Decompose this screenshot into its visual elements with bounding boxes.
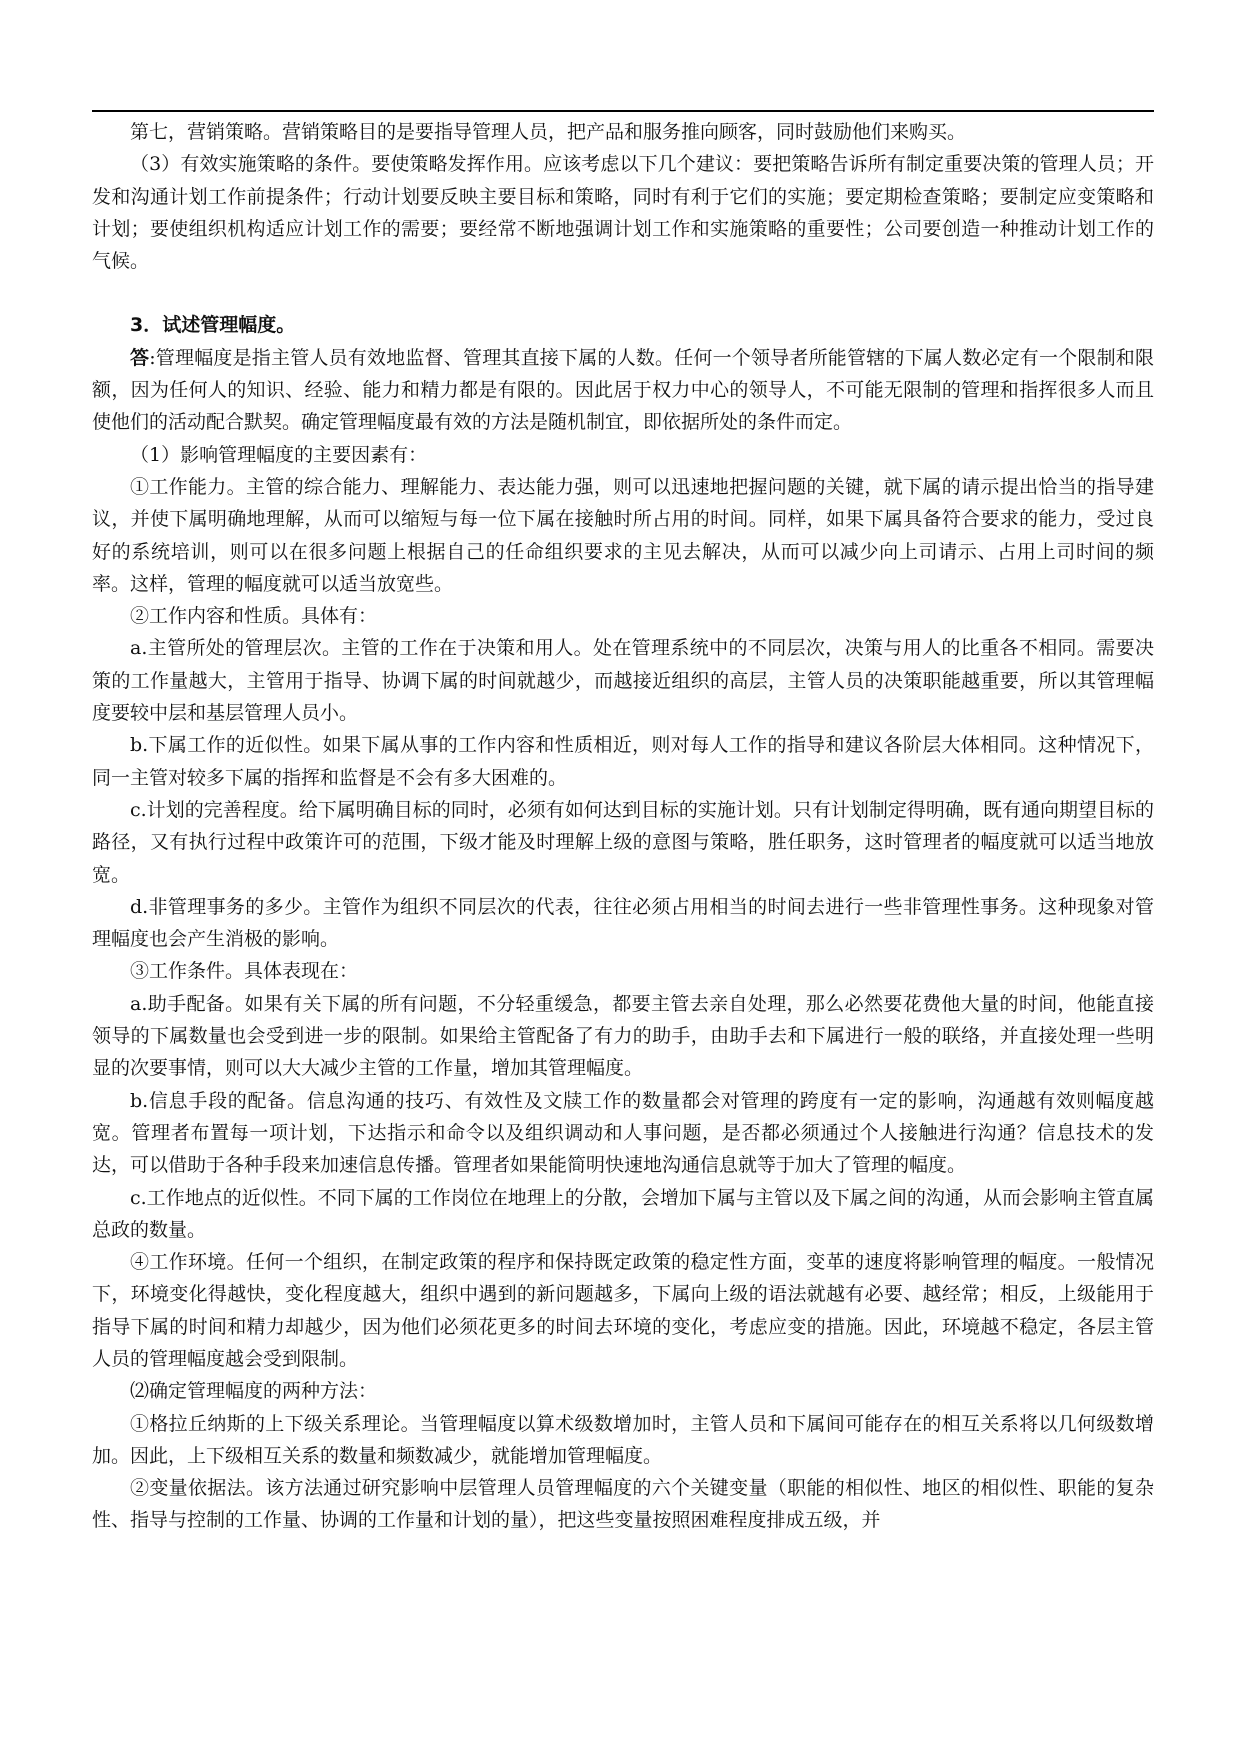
paragraph-non-management: d.非管理事务的多少。主管作为组织不同层次的代表，往往必须占用相当的时间去进行一些非管理性事务。这种现象对管理幅度也会产生消极的影响。 (92, 895, 1154, 951)
paragraph-factors-intro: （1）影响管理幅度的主要因素有： (130, 443, 428, 466)
paragraph-work-location: c.工作地点的近似性。不同下属的工作岗位在地理上的分散，会增加下属与主管以及下属之间的沟通，从而会影响主管直属总政的数量。 (92, 1186, 1154, 1241)
paragraph-graicunas-theory: ①格拉丘纳斯的上下级关系理论。当管理幅度以算术级数增加时，主管人员和下属间可能存在的相互关系将以几何级数增加。因此，上下级相互关系的数量和频数减少，就能增加管理幅度。 (92, 1412, 1154, 1467)
paragraph-gap (92, 277, 1154, 309)
paragraph-work-ability: ①工作能力。主管的综合能力、理解能力、表达能力强，则可以迅速地把握问题的关键，就下属的请示提出恰当的指导建议，并使下属明确地理解，从而可以缩短与每一位下属在接触时所占用的时间。同样，如果下属具备符合要求的能力，受过良好的系统培训，则可以在很多问题上根据自己的任命组织要求的主见去解决，从而可以减少向上司请示、占用上司时间的频率。这样，管理的幅度就可以适当放宽些。 (92, 475, 1154, 595)
paragraph-marketing-strategy: 第七，营销策略。营销策略目的是要指导管理人员，把产品和服务推向顾客，同时鼓励他们来购买。 (130, 121, 967, 143)
paragraph-work-conditions: ③工作条件。具体表现在： (130, 960, 359, 983)
paragraph-strategy-conditions: （3）有效实施策略的条件。要使策略发挥作用。应该考虑以下几个建议：要把策略告诉所有制定重要决策的管理人员；开发和沟通计划工作前提条件；行动计划要反映主要目标和策略，同时有利于它们的实施；要定期检查策略；要制定应变策略和计划；要使组织机构适应计划工作的需要；要经常不断地强调计划工作和实施策略的重要性；公司要创造一种推动计划工作的气候。 (92, 153, 1154, 273)
answer-text: :管理幅度是指主管人员有效地监督、管理其直接下属的人数。任何一个领导者所能管辖的下属人数必定有一个限制和限额，因为任何人的知识、经验、能力和精力都是有限的。因此居于权力中心的领导人，不可能无限制的管理和指挥很多人而且使他们的活动配合默契。确定管理幅度最有效的方法是随机制宜，即依据所处的条件而定。 (92, 346, 1154, 434)
answer-label: 答 (130, 346, 150, 369)
header-rule (92, 110, 1154, 112)
answer-paragraph (92, 342, 1154, 439)
paragraph-work-similarity: b.下属工作的近似性。如果下属从事的工作内容和性质相近，则对每人工作的指导和建议各阶层大体相同。这种情况下，同一主管对较多下属的指挥和监督是不会有多大困难的。 (92, 734, 1154, 789)
paragraph-variable-method: ②变量依据法。该方法通过研究影响中层管理人员管理幅度的六个关键变量（职能的相似性、地区的相似性、职能的复杂性、指导与控制的工作量、协调的工作量和计划的量），把这些变量按照困难程度排成五级，并 (92, 1477, 1154, 1532)
paragraph-work-environment: ④工作环境。任何一个组织，在制定政策的程序和保持既定政策的稳定性方面，变革的速度将影响管理的幅度。一般情况下，环境变化得越快，变化程度越大，组织中遇到的新问题越多，下属向上级的语法就越有必要、越经常；相反，上级能用于指导下属的时间和精力却越少，因为他们必须花更多的时间去环境的变化，考虑应变的措施。因此，环境越不稳定，各层主管人员的管理幅度越会受到限制。 (92, 1251, 1154, 1370)
paragraph-work-content: ②工作内容和性质。具体有： (130, 605, 378, 628)
paragraph-assistant: a.助手配备。如果有关下属的所有问题，不分轻重缓急，都要主管去亲自处理，那么必然要花费他大量的时间，他能直接领导的下属数量也会受到进一步的限制。如果给主管配备了有力的助手，由助手去和下属进行一般的联络，并直接处理一些明显的次要事情，则可以大大减少主管的工作量，增加其管理幅度。 (92, 992, 1154, 1080)
paragraph-management-level: a.主管所处的管理层次。主管的工作在于决策和用人。处在管理系统中的不同层次，决策与用人的比重各不相同。需要决策的工作量越大，主管用于指导、协调下属的时间就越少，而越接近组织的高层，主管人员的决策职能越重要，所以其管理幅度要较中层和基层管理人员小。 (92, 637, 1154, 725)
question-heading: 3．试述管理幅度。 (130, 314, 296, 337)
paragraph-two-methods: ⑵确定管理幅度的两种方法： (130, 1380, 378, 1403)
document-body (92, 116, 1154, 1537)
paragraph-plan-completeness: c.计划的完善程度。给下属明确目标的同时，必须有如何达到目标的实施计划。只有计划制定得明确，既有通向期望目标的路径，又有执行过程中政策许可的范围，下级才能及时理解上级的意图与策略，胜任职务，这时管理者的幅度就可以适当地放宽。 (92, 798, 1154, 886)
paragraph-information-means: b.信息手段的配备。信息沟通的技巧、有效性及文牍工作的数量都会对管理的跨度有一定的影响，沟通越有效则幅度越宽。管理者布置每一项计划，下达指示和命令以及组织调动和人事问题，是否都必须通过个人接触进行沟通？信息技术的发达，可以借助于各种手段来加速信息传播。管理者如果能简明快速地沟通信息就等于加大了管理的幅度。 (92, 1089, 1154, 1177)
